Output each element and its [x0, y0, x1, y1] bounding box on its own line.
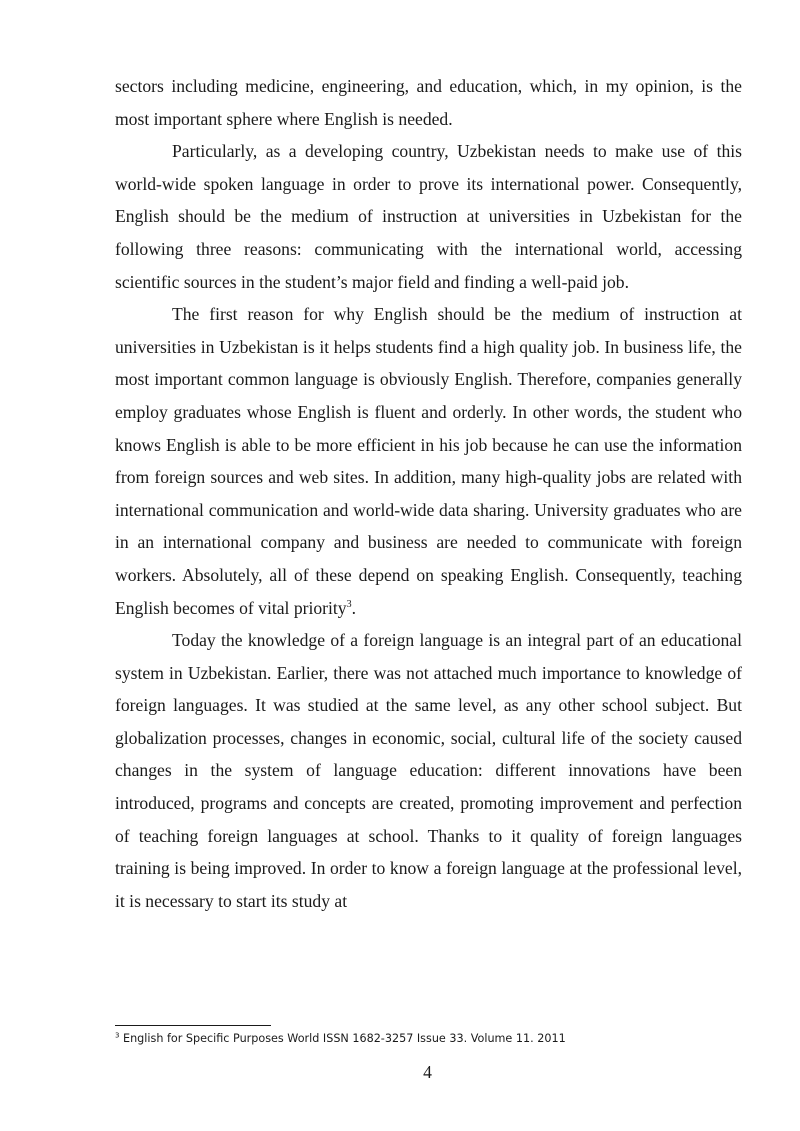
- body-text: [115, 70, 742, 917]
- paragraph-3-end: .: [351, 597, 357, 618]
- paragraph-4: [115, 624, 742, 917]
- footnote-marker: 3: [115, 1031, 120, 1040]
- footnote-text: English for Specific Purposes World ISSN 1682-3257 Issue 33. Volume 11. 2011: [119, 1032, 566, 1045]
- paragraph-4-text: Today the knowledge of a foreign language is an integral part of an educational system in Uzbekistan. Earlier, there was not attached much importance to knowledge of foreign languages. It was studied at the same level, as any other school subject. But globalization processes, changes in economic, social, cultural life of the society caused changes in the system of language education: different innovations have been introduced, programs and concepts are created, promoting improvement and perfection of teaching foreign languages at school. Thanks to it quality of foreign languages training is being improved. In order to know a foreign language at the professional level, it is necessary to start its study at: [115, 630, 742, 911]
- paragraph-3: [115, 298, 742, 624]
- paragraph-1-text: sectors including medicine, engineering, and education, which, in my opinion, is the most important sphere where English is needed.: [115, 76, 742, 129]
- paragraph-3-text: The first reason for why English should be the medium of instruction at universities in Uzbekistan is it helps students find a high quality job. In business life, the most important common language is obviously English. Therefore, companies generally employ graduates whose English is fluent and orderly. In other words, the student who knows English is able to be more efficient in his job because he can use the information from foreign sources and web sites. In addition, many high-quality jobs are related with international communication and world-wide data sharing. University graduates who are in an international company and business are needed to communicate with foreign workers. Absolutely, all of these depend on speaking English. Consequently, teaching English becomes of vital priority: [115, 304, 742, 618]
- paragraph-2-text: Particularly, as a developing country, Uzbekistan needs to make use of this world-wide spoken language in order to prove its international power. Consequently, English should be the medium of instruction at universities in Uzbekistan for the following three reasons: communicating with the international world, accessing scientific sources in the student’s major field and finding a well-paid job.: [115, 141, 742, 292]
- footnote: [115, 1031, 742, 1047]
- footnote-separator: [115, 1025, 271, 1026]
- footnote-reference[interactable]: 3: [346, 598, 352, 610]
- paragraph-2: [115, 135, 742, 298]
- page-number: 4: [423, 1062, 432, 1082]
- paragraph-1: [115, 70, 742, 135]
